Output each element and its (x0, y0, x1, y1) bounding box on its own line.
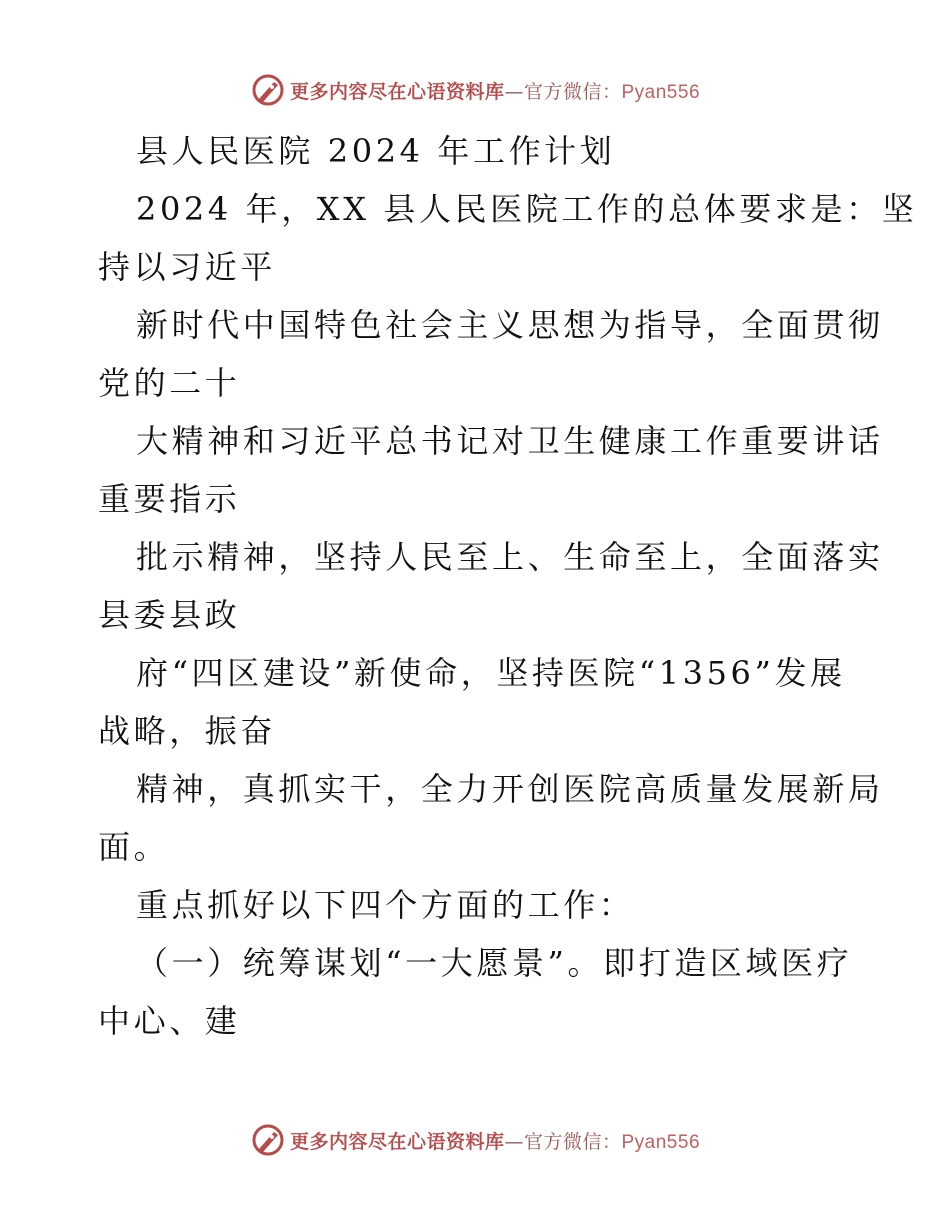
text-line: 中心、建 (98, 1002, 241, 1040)
text-line: 重点抓好以下四个方面的工作： (136, 886, 635, 924)
header-banner (0, 72, 950, 108)
text-line: 面。 (98, 828, 170, 866)
text-line: 党的二十 (98, 364, 241, 402)
text-line: 批示精神，坚持人民至上、生命至上，全面落实 (136, 538, 884, 576)
banner-wechat-label: 官方微信： (523, 80, 622, 103)
text-line: 县委县政 (98, 596, 241, 634)
text-line: 重要指示 (98, 480, 241, 518)
banner-wechat-label: 官方微信： (523, 1130, 622, 1153)
document-title: 县人民医院 2024 年工作计划 (136, 132, 616, 170)
text-line: 新时代中国特色社会主义思想为指导，全面贯彻 (136, 306, 884, 344)
banner-wechat-id: Pyan556 (621, 1131, 701, 1153)
banner-main-text: 更多内容尽在心语资料库 (289, 80, 505, 103)
text-line: 2024 年，XX 县人民医院工作的总体要求是：坚 (136, 190, 918, 228)
pen-nib-logo-icon (250, 1122, 286, 1158)
text-line: 精神，真抓实干，全力开创医院高质量发展新局 (136, 770, 884, 808)
text-line: 府“四区建设”新使命，坚持医院“1356”发展 (136, 654, 846, 692)
text-line: 战略，振奋 (98, 712, 277, 750)
banner-separator: — (504, 1130, 524, 1153)
text-line: 持以习近平 (98, 248, 277, 286)
banner-text (290, 1127, 700, 1154)
banner-wechat-id: Pyan556 (621, 81, 701, 103)
text-line: （一）统筹谋划“一大愿景”。即打造区域医疗 (136, 944, 853, 982)
banner-main-text: 更多内容尽在心语资料库 (289, 1130, 505, 1153)
document-body (98, 122, 918, 1050)
pen-nib-logo-icon (250, 72, 286, 108)
banner-text (290, 77, 700, 104)
footer-banner (0, 1122, 950, 1158)
text-line: 大精神和习近平总书记对卫生健康工作重要讲话 (136, 422, 884, 460)
banner-separator: — (504, 80, 524, 103)
